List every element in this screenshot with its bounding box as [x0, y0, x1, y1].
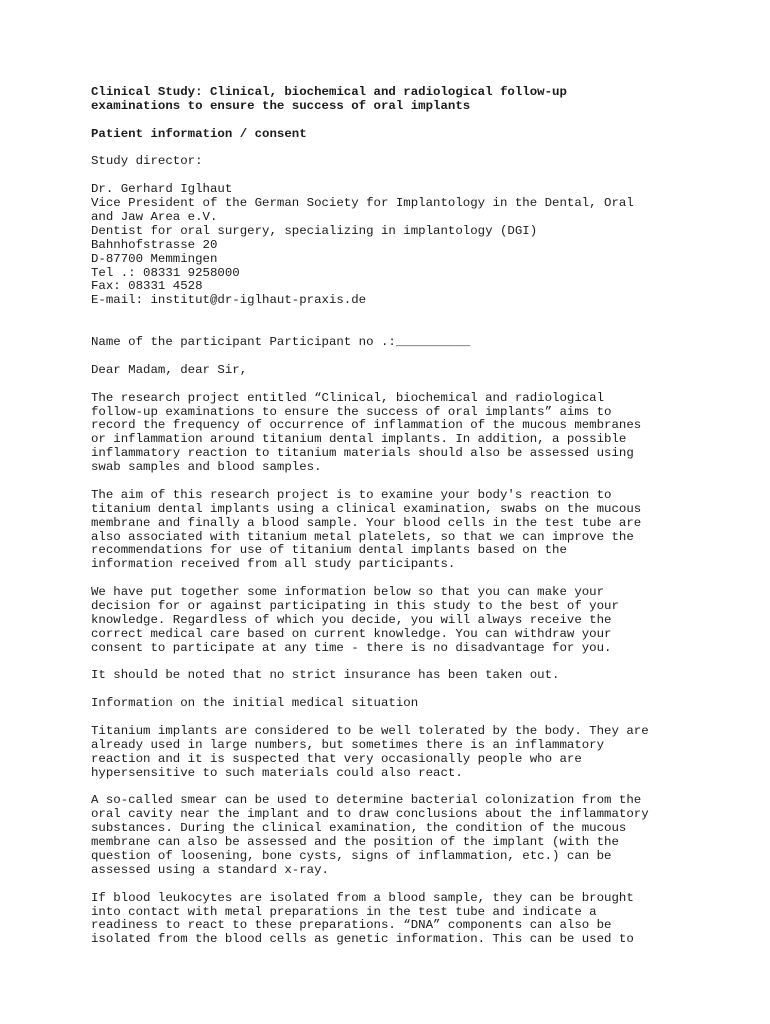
paragraph-information [91, 586, 761, 655]
contact-line: Fax: 08331 4528 [91, 279, 203, 294]
paragraph-aim [91, 489, 761, 572]
section-heading: Information on the initial medical situation [91, 696, 419, 711]
paragraph-line: consent to participate at any time - there is no disadvantage for you. [91, 640, 612, 655]
paragraph-line: isolated from the blood cells as genetic information. This can be used to [91, 932, 634, 947]
document-page [91, 86, 761, 947]
paragraph-titanium-implants [91, 725, 761, 781]
contact-line: Dentist for oral surgery, specializing in implantology (DGI) [91, 223, 538, 238]
paragraph-line: The research project entitled “Clinical, biochemical and radiological [91, 390, 605, 405]
contact-line: Dr. Gerhard Iglhaut [91, 182, 233, 197]
participant-line: Name of the participant Participant no .:__________ [91, 335, 471, 350]
title-line: examinations to ensure the success of oral implants [91, 98, 471, 113]
salutation: Dear Madam, dear Sir, [91, 362, 248, 377]
paragraph-line: swab samples and blood samples. [91, 460, 322, 475]
paragraph-line: membrane and finally a blood sample. Your blood cells in the test tube are [91, 515, 642, 530]
paragraph-line: We have put together some information below so that you can make your [91, 585, 605, 600]
paragraph-line: membrane can also be assessed and the position of the implant (with the [91, 835, 619, 850]
paragraph-line: readiness to react to these preparations. “DNA” components can also be [91, 918, 612, 933]
contact-line: and Jaw Area e.V. [91, 210, 218, 225]
paragraph-line: reaction and it is suspected that very occasionally people who are [91, 751, 582, 766]
paragraph-line: A so-called smear can be used to determine bacterial colonization from the [91, 793, 642, 808]
paragraph-line: If blood leukocytes are isolated from a blood sample, they can be brought [91, 890, 634, 905]
contact-line: Bahnhofstrasse 20 [91, 237, 218, 252]
paragraph-line: substances. During the clinical examination, the condition of the mucous [91, 821, 627, 836]
paragraph-line: information received from all study participants. [91, 557, 456, 572]
document-title [91, 86, 761, 114]
contact-line: D-87700 Memmingen [91, 251, 218, 266]
document-subtitle: Patient information / consent [91, 126, 307, 141]
paragraph-line: Titanium implants are considered to be well tolerated by the body. They are [91, 723, 649, 738]
paragraph-line: record the frequency of occurrence of inflammation of the mucous membranes [91, 418, 642, 433]
paragraph-research-project [91, 392, 761, 475]
paragraph-line: already used in large numbers, but sometimes there is an inflammatory [91, 737, 605, 752]
insurance-note: It should be noted that no strict insurance has been taken out. [91, 668, 560, 683]
paragraph-line: into contact with metal preparations in the test tube and indicate a [91, 904, 597, 919]
paragraph-smear [91, 794, 761, 877]
contact-email: E-mail: institut@dr-iglhaut-praxis.de [91, 293, 367, 308]
paragraph-line: hypersensitive to such materials could also react. [91, 765, 463, 780]
paragraph-line: question of loosening, bone cysts, signs of inflammation, etc.) can be [91, 849, 612, 863]
contact-line: Vice President of the German Society for Implantology in the Dental, Oral [91, 196, 634, 211]
paragraph-line: assessed using a standard x-ray. [91, 862, 329, 877]
title-line: Clinical Study: Clinical, biochemical and radiological follow-up [91, 85, 567, 99]
paragraph-line: also associated with titanium metal platelets, so that we can improve the [91, 529, 634, 544]
paragraph-line: or inflammation around titanium dental implants. In addition, a possible [91, 432, 627, 447]
contact-block [91, 183, 761, 308]
paragraph-line: correct medical care based on current knowledge. You can withdraw your [91, 626, 612, 641]
paragraph-line: inflammatory reaction to titanium materials should also be assessed using [91, 446, 634, 461]
contact-line: Tel .: 08331 9258000 [91, 265, 240, 280]
paragraph-line: follow-up examinations to ensure the success of oral implants” aims to [91, 404, 612, 419]
study-director-label: Study director: [91, 154, 203, 169]
paragraph-line: recommendations for use of titanium dental implants based on the [91, 543, 567, 558]
paragraph-line: knowledge. Regardless of which you decide, you will always receive the [91, 612, 612, 627]
paragraph-line: decision for or against participating in this study to the best of your [91, 598, 619, 613]
paragraph-blood-leukocytes [91, 892, 761, 948]
paragraph-line: The aim of this research project is to examine your body's reaction to [91, 487, 612, 502]
paragraph-line: oral cavity near the implant and to draw conclusions about the inflammatory [91, 807, 649, 822]
paragraph-line: titanium dental implants using a clinical examination, swabs on the mucous [91, 501, 642, 516]
